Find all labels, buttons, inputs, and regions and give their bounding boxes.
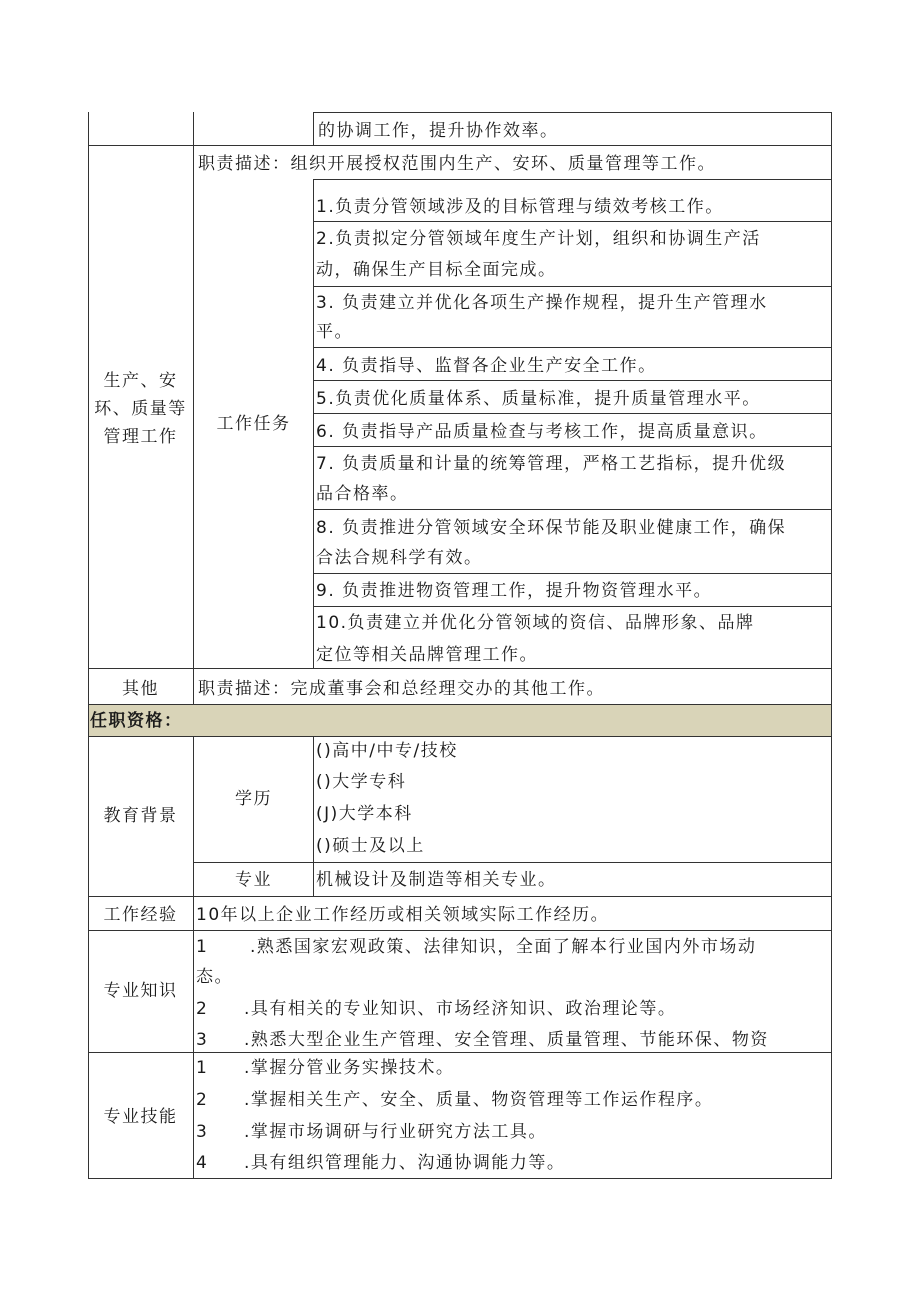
task-item: 9. 负责推进物资管理工作，提升物资管理水平。 — [316, 581, 713, 601]
task-item: 8. 负责推进分管领域安全环保节能及职业健康工作，确保 — [316, 518, 787, 538]
skill-num: 3 — [196, 1122, 209, 1142]
knowledge-num: 2 — [196, 999, 209, 1019]
task-item: 2.负责拟定分管领域年度生产计划，组织和协调生产活 — [316, 229, 761, 249]
degree-label: 学历 — [235, 789, 272, 809]
task-item: 10.负责建立并优化分管领域的资信、品牌形象、品牌 — [316, 613, 755, 633]
task-item: 1.负责分管领域涉及的目标管理与绩效考核工作。 — [316, 197, 724, 217]
knowledge-text: .熟悉国家宏观政策、法律知识，全面了解本行业国内外市场动 — [250, 937, 757, 957]
major-label: 专业 — [235, 870, 272, 890]
task-item: 7. 负责质量和计量的统筹管理，严格工艺指标，提升优级 — [316, 454, 787, 474]
education-label: 教育背景 — [103, 806, 178, 826]
qualification-header: 任职资格： — [90, 711, 183, 731]
other-label: 其他 — [122, 679, 159, 699]
knowledge-text: .具有相关的专业知识、市场经济知识、政治理论等。 — [244, 999, 677, 1019]
experience-text: 10年以上企业工作经历或相关领域实际工作经历。 — [196, 905, 610, 925]
knowledge-cont: 态。 — [196, 967, 233, 987]
skill-num: 2 — [196, 1090, 209, 1110]
task-item: 4. 负责指导、监督各企业生产安全工作。 — [316, 356, 657, 376]
task-item-cont: 定位等相关品牌管理工作。 — [316, 645, 538, 665]
major-text: 机械设计及制造等相关专业。 — [316, 870, 557, 890]
production-description: 职责描述：组织开展授权范围内生产、安环、质量管理等工作。 — [198, 154, 716, 174]
category-line: 管理工作 — [103, 427, 178, 447]
task-item-cont: 合法合规科学有效。 — [316, 548, 483, 568]
degree-option: ()高中/中专/技校 — [316, 741, 458, 761]
degree-option: ()大学专科 — [316, 772, 407, 792]
qualification-header-bar — [88, 704, 831, 736]
knowledge-label: 专业知识 — [103, 981, 178, 1001]
task-item-cont: 平。 — [316, 322, 353, 342]
skills-label: 专业技能 — [103, 1107, 178, 1127]
knowledge-num: 3 — [196, 1030, 209, 1050]
task-item: 6. 负责指导产品质量检查与考核工作，提高质量意识。 — [316, 422, 768, 442]
skill-text: .具有组织管理能力、沟通协调能力等。 — [244, 1153, 566, 1173]
skill-num: 1 — [196, 1058, 209, 1078]
task-label: 工作任务 — [216, 414, 291, 434]
skill-text: .掌握相关生产、安全、质量、物资管理等工作运作程序。 — [244, 1090, 714, 1110]
degree-option-selected: (J)大学本科 — [316, 804, 413, 824]
knowledge-num: 1 — [196, 937, 209, 957]
skill-text: .掌握分管业务实操技术。 — [244, 1058, 455, 1078]
experience-label: 工作经验 — [103, 905, 178, 925]
top-row-text: 的协调工作，提升协作效率。 — [318, 121, 559, 141]
skill-num: 4 — [196, 1153, 209, 1173]
category-line: 环、质量等 — [94, 399, 187, 419]
knowledge-text: .熟悉大型企业生产管理、安全管理、质量管理、节能环保、物资 — [244, 1030, 769, 1050]
task-item: 5.负责优化质量体系、质量标准，提升质量管理水平。 — [316, 389, 761, 409]
other-text: 职责描述：完成董事会和总经理交办的其他工作。 — [198, 679, 605, 699]
task-item-cont: 品合格率。 — [316, 484, 409, 504]
skill-text: .掌握市场调研与行业研究方法工具。 — [244, 1122, 547, 1142]
task-item: 3. 负责建立并优化各项生产操作规程，提升生产管理水 — [316, 293, 768, 313]
task-item-cont: 动，确保生产目标全面完成。 — [316, 260, 557, 280]
degree-option: ()硕士及以上 — [316, 836, 425, 856]
category-line: 生产、安 — [103, 371, 178, 391]
